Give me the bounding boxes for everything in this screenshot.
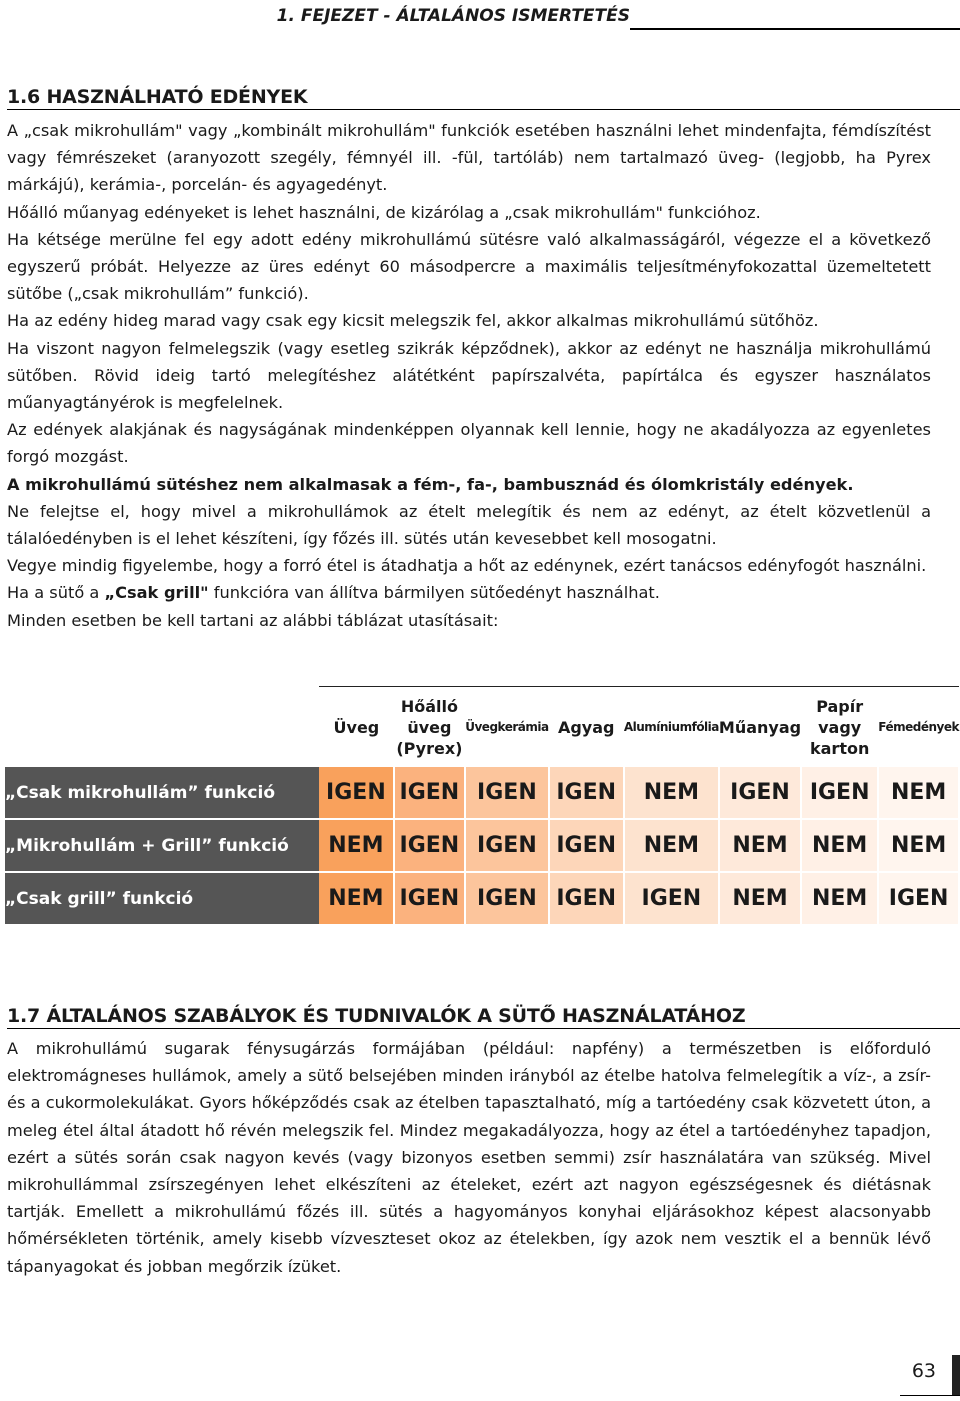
cookware-compatibility-table (5, 686, 960, 926)
paragraph: Ha viszont nagyon felmelegszik (vagy esetleg szikrák képződnek), akkor az edényt ne használja mikrohullámú sütőben. Rövid ideig tartó melegítéshez alátétként papírszalvéta, papírtálca és egyszer használatos műanyagtányérok is megfelelnek. (7, 338, 931, 413)
table-cell: IGEN (394, 767, 466, 819)
column-header: Alumíniumfólia (624, 687, 719, 768)
table-cell: NEM (878, 819, 959, 872)
warning-paragraph: A mikrohullámú sütéshez nem alkalmasak a fém-, fa-, bambusznád és ólomkristály edények. (7, 474, 854, 494)
paragraph: A „csak mikrohullám" vagy „kombinált mikrohullám" funkciók esetében használni lehet mindenfajta, fémdíszítést vagy fémrészeket (aranyozott szegély, fémnyél ill. -fül, tartóláb) nem tartalmazó üveg- (legjobb, ha Pyrex márkájú), kerámia-, porcelán- és agyagedényt. (7, 121, 931, 195)
row-label: „Csak mikrohullám” funkció (5, 767, 319, 819)
table-cell: NEM (719, 872, 801, 925)
section-title-text: 1.7 ÁLTALÁNOS SZABÁLYOK ÉS TUDNIVALÓK A SÜTŐ HASZNÁLATÁHOZ (7, 1005, 746, 1027)
table-cell: IGEN (624, 872, 719, 925)
table-cell: IGEN (319, 767, 393, 819)
chapter-heading: 1. FEJEZET - ÁLTALÁNOS ISMERTETÉS (276, 6, 630, 26)
paragraph: Ha a sütő a „Csak grill" funkcióra van állítva bármilyen sütőedényt használhat. (7, 583, 660, 603)
paragraph: Ne felejtse el, hogy mivel a mikrohullámok az ételt melegítik és nem az edényt, az ételt közvetlenül a tálalóedényben is el lehet készíteni, így főzés ill. sütés után kevesebbet kell mosogatni. (7, 501, 931, 549)
chapter-rule (630, 28, 960, 30)
table-cell: IGEN (465, 767, 548, 819)
column-header: Műanyag (719, 687, 801, 768)
paragraph: Minden esetben be kell tartani az alábbi táblázat utasításait: (7, 610, 499, 630)
column-header: Üveg (319, 687, 393, 768)
table-cell: NEM (624, 767, 719, 819)
page-tab-marker (952, 1355, 960, 1395)
section-1-6-body (7, 117, 931, 634)
table-cell: NEM (624, 819, 719, 872)
paragraph: Vegye mindig figyelembe, hogy a forró étel is átadhatja a hőt az edénynek, ezért tanácsos edényfogót használni. (7, 556, 927, 576)
paragraph: Az edények alakjának és nagyságának mindenképpen olyannak kell lennie, hogy ne akadályozza az egyenletes forgó mozgást. (7, 420, 931, 467)
column-header: Fémedények (878, 687, 959, 768)
table-cell: IGEN (465, 872, 548, 925)
section-title-text: 1.6 HASZNÁLHATÓ EDÉNYEK (7, 86, 308, 108)
table-cell: NEM (719, 819, 801, 872)
table-row (5, 872, 959, 925)
section-title-1-7 (7, 1005, 745, 1027)
table-cell: IGEN (549, 872, 624, 925)
section-1-7-body (7, 1035, 931, 1280)
table-cell: IGEN (394, 872, 466, 925)
paragraph: Ha az edény hideg marad vagy csak egy kicsit melegszik fel, akkor alkalmas mikrohullámú sütőhöz. (7, 311, 819, 331)
table-header-row (5, 687, 959, 768)
paragraph: A mikrohullámú sugarak fénysugárzás formájában (például: napfény) a természetben is előforduló elektromágneses hullámok, amely a sütő belsejében minden irányból az ételbe hatolva felmelegítik a víz-, a zsír- és a cukormolekulákat. Gyors hőképződés csak az ételben tapasztalható, míg a tartóedény csak közvetett úton, a meleg étel által átadott hő révén melegszik fel. Mindez megakadályozza, hogy az étel a tartóedényhez tapadjon, ezért a sütés során csak nagyon kevés (vagy bizonyos esetben semmi) zsír használatára van szükség. Mivel mikrohullámmal zsírszegényen lehet elkészíteni az ételeket, ezért azt nagyon egészségesnek és diétásnak tartják. Emellett a mikrohullámú főzés ill. sütés a hagyományos konyhai eljárásokhoz képest alacsonyabb hőmérsékleten történik, amely kisebb vízveszteset okoz az ételekben, így azok nem vesztik el a bennük lévő tápanyagokat és jobban megőrzik ízüket. (7, 1039, 931, 1276)
table-cell: IGEN (394, 819, 466, 872)
page-number: 63 (911, 1360, 936, 1382)
footer-rule (900, 1395, 960, 1396)
table-cell: NEM (801, 872, 878, 925)
column-header: Üvegkerámia (465, 687, 548, 768)
row-label: „Mikrohullám + Grill” funkció (5, 819, 319, 872)
table-row (5, 819, 959, 872)
table-cell: IGEN (549, 767, 624, 819)
table-row (5, 767, 959, 819)
table-corner (5, 687, 319, 768)
table-cell: IGEN (801, 767, 878, 819)
section-title-1-6 (7, 86, 307, 108)
table-cell: NEM (801, 819, 878, 872)
table-cell: NEM (319, 872, 393, 925)
paragraph: Ha kétsége merülne fel egy adott edény mikrohullámú sütésre való alkalmasságáról, végezze el a következő egyszerű próbát. Helyezze az üres edényt 60 másodpercre a maximális teljesítményfokozattal üzemeltetett sütőbe („csak mikrohullám” funkció). (7, 229, 931, 304)
table-cell: IGEN (878, 872, 959, 925)
column-header: Hőálló üveg (Pyrex) (394, 687, 466, 768)
table-cell: IGEN (465, 819, 548, 872)
table-cell: IGEN (719, 767, 801, 819)
paragraph: Hőálló műanyag edényeket is lehet használni, de kizárólag a „csak mikrohullám" funkcióhoz. (7, 202, 761, 222)
table-cell: NEM (319, 819, 393, 872)
column-header: Papír vagy karton (801, 687, 878, 768)
table-cell: NEM (878, 767, 959, 819)
column-header: Agyag (549, 687, 624, 768)
row-label: „Csak grill” funkció (5, 872, 319, 925)
table-cell: IGEN (549, 819, 624, 872)
